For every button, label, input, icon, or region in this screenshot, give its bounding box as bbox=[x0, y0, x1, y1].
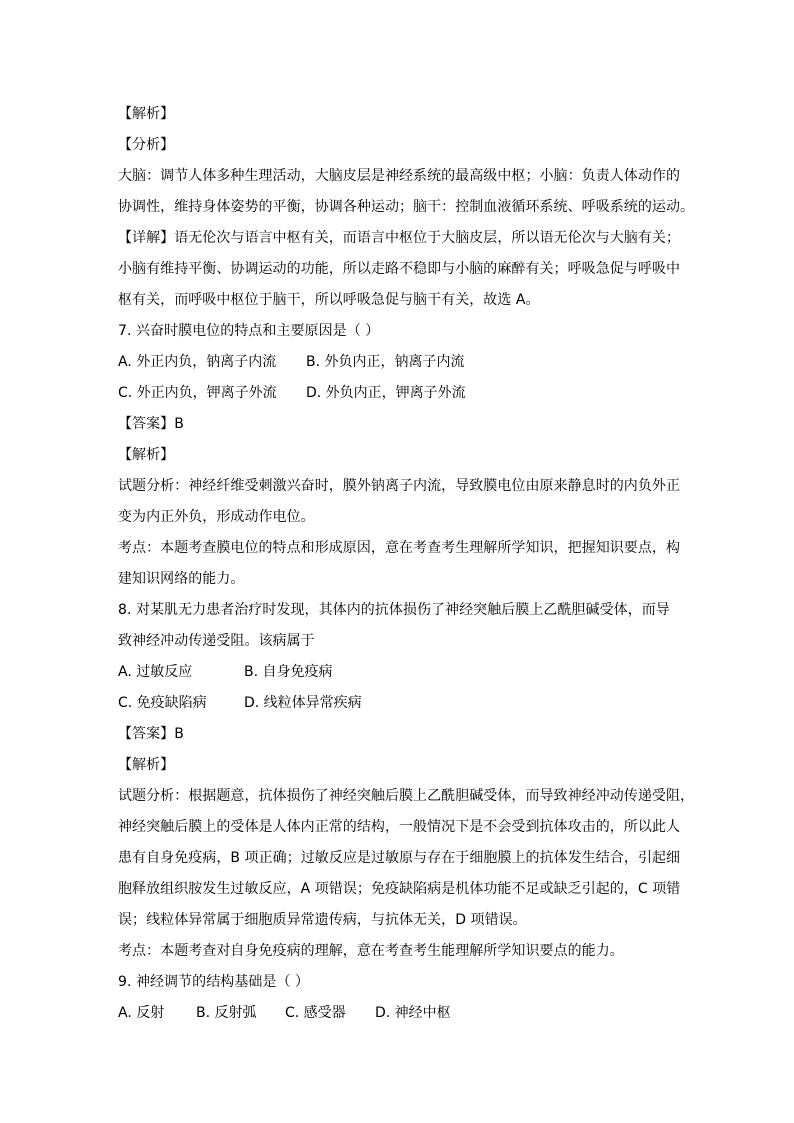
option-row bbox=[118, 378, 678, 409]
section-tag-jiexi: 【解析】 bbox=[118, 757, 175, 773]
document-page bbox=[118, 99, 695, 1029]
kaodian-line: 考点：本题考查对自身免疫病的理解，意在考查考生能理解所学知识要点的能力。 bbox=[118, 943, 624, 959]
option-b: B. 外负内正，钠离子内流 bbox=[306, 354, 465, 370]
section-tag-jiexi: 【解析】 bbox=[118, 447, 175, 463]
question-stem: 8. 对某肌无力患者治疗时发现，其体内的抗体损伤了神经突触后膜上乙酰胆碱受体，而导 bbox=[118, 602, 670, 618]
analysis-line: 患有自身免疫病，B 项正确；过敏反应是过敏原与存在于细胞膜上的抗体发生结合，引起细 bbox=[118, 850, 681, 866]
kaodian-line: 考点：本题考查膜电位的特点和形成原因，意在考查考生理解所学知识，把握知识要点，构 bbox=[118, 540, 680, 556]
analysis-line: 协调性，维持身体姿势的平衡，协调各种运动；脑干：控制血液循环系统、呼吸系统的运动。 bbox=[118, 199, 695, 215]
option-row bbox=[118, 998, 678, 1029]
analysis-line: 大脑：调节人体多种生理活动，大脑皮层是神经系统的最高级中枢；小脑：负责人体动作的 bbox=[118, 168, 680, 184]
analysis-line: 误；线粒体异常属于细胞质异常遗传病，与抗体无关，D 项错误。 bbox=[118, 912, 527, 928]
option-d: D. 外负内正，钾离子外流 bbox=[306, 385, 466, 401]
analysis-line: 变为内正外负，形成动作电位。 bbox=[118, 509, 315, 525]
option-b: B. 反射弧 bbox=[196, 1005, 257, 1021]
question-stem: 致神经冲动传递受阻。该病属于 bbox=[118, 633, 315, 649]
detail-line: 枢有关，而呼吸中枢位于脑干，所以呼吸急促与脑干有关，故选 A。 bbox=[118, 292, 540, 308]
section-tag-jiexi: 【解析】 bbox=[118, 106, 175, 122]
option-c: C. 外正内负，钾离子外流 bbox=[118, 385, 277, 401]
kaodian-line: 建知识网络的能力。 bbox=[118, 571, 245, 587]
question-stem: 7. 兴奋时膜电位的特点和主要原因是（ ） bbox=[118, 323, 380, 339]
option-b: B. 自身免疫病 bbox=[244, 664, 333, 680]
option-d: D. 神经中枢 bbox=[375, 1005, 451, 1021]
answer-line: 【答案】B bbox=[118, 726, 184, 742]
option-row bbox=[118, 347, 678, 378]
analysis-line: 试题分析：根据题意，抗体损伤了神经突触后膜上乙酰胆碱受体，而导致神经冲动传递受阻， bbox=[118, 788, 695, 804]
option-d: D. 线粒体异常疾病 bbox=[244, 695, 362, 711]
detail-line: 【详解】语无伦次与语言中枢有关，而语言中枢位于大脑皮层，所以语无伦次与大脑有关； bbox=[118, 230, 680, 246]
option-c: C. 感受器 bbox=[285, 1005, 346, 1021]
analysis-line: 神经突触后膜上的受体是人体内正常的结构，一般情况下是不会受到抗体攻击的，所以此人 bbox=[118, 819, 680, 835]
option-row bbox=[118, 657, 678, 688]
detail-line: 小脑有维持平衡、协调运动的功能，所以走路不稳即与小脑的麻醉有关；呼吸急促与呼吸中 bbox=[118, 261, 680, 277]
answer-line: 【答案】B bbox=[118, 416, 184, 432]
section-tag-fenxi: 【分析】 bbox=[118, 137, 175, 153]
option-a: A. 外正内负，钠离子内流 bbox=[118, 354, 277, 370]
option-a: A. 过敏反应 bbox=[118, 664, 193, 680]
question-stem: 9. 神经调节的结构基础是（ ） bbox=[118, 974, 310, 990]
option-row bbox=[118, 688, 678, 719]
analysis-line: 胞释放组织胺发生过敏反应，A 项错误；免疫缺陷病是机体功能不足或缺乏引起的，C 项错 bbox=[118, 881, 681, 897]
option-a: A. 反射 bbox=[118, 1005, 165, 1021]
option-c: C. 免疫缺陷病 bbox=[118, 695, 207, 711]
analysis-line: 试题分析：神经纤维受刺激兴奋时，膜外钠离子内流，导致膜电位由原来静息时的内负外正 bbox=[118, 478, 680, 494]
